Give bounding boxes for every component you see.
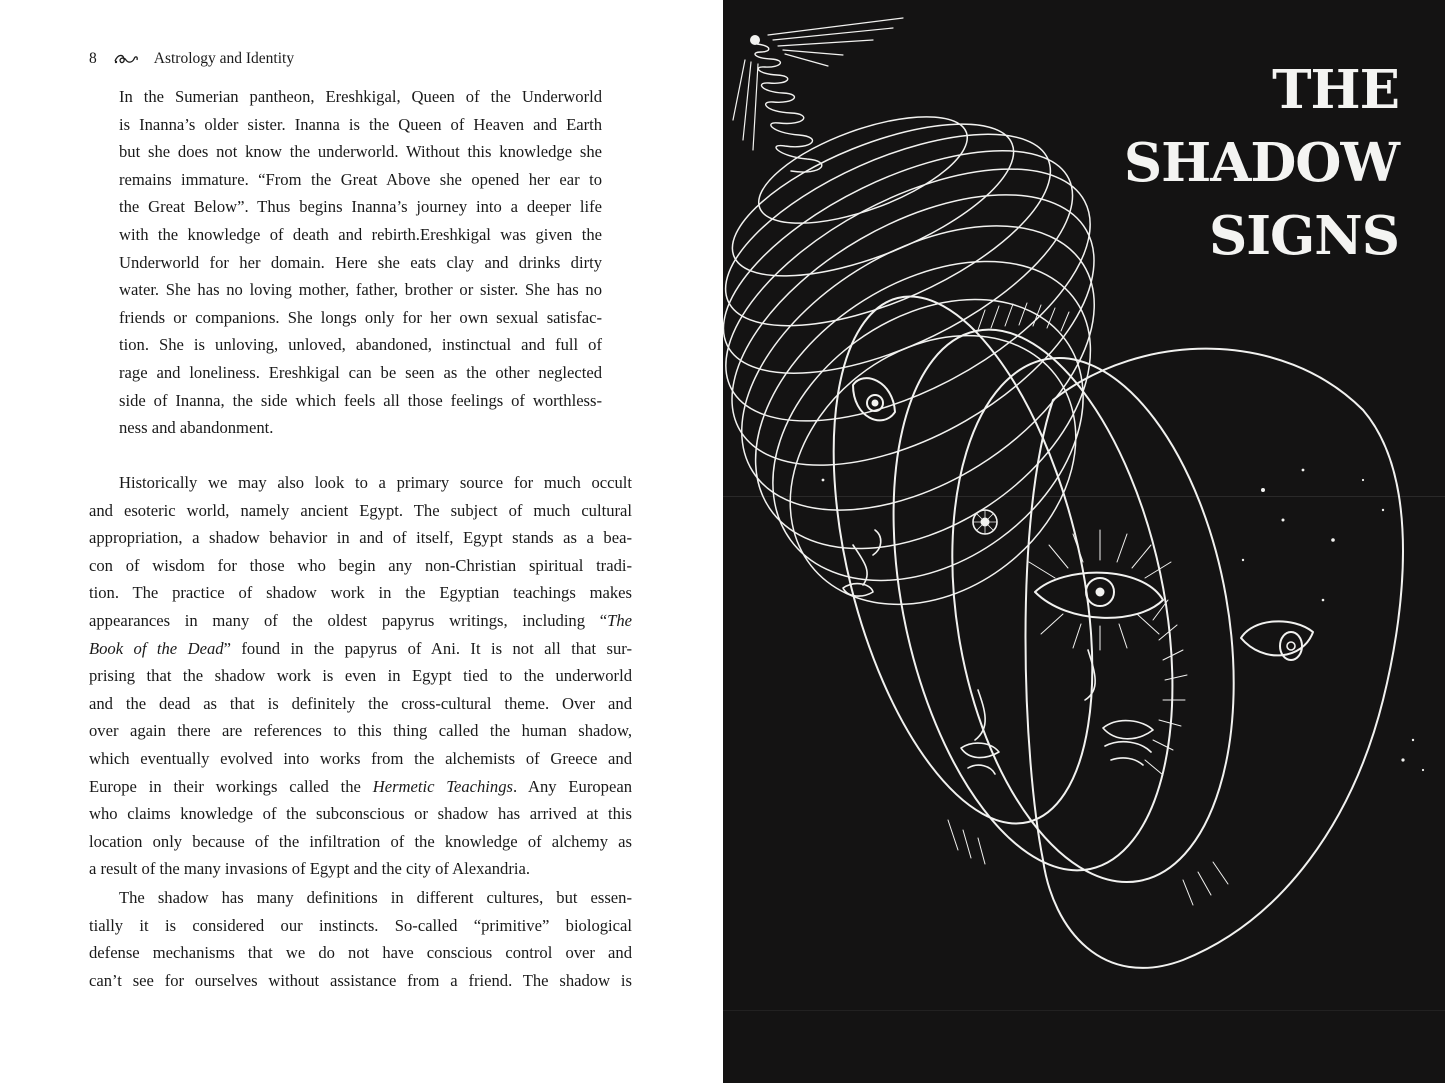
- text-line: rage and loneliness. Ereshkigal can be seen as the other neglected: [119, 362, 602, 382]
- text-line: Underworld for her domain. Here she eats clay and drinks dirty: [119, 252, 602, 272]
- text-line: with the knowledge of death and rebirth.Ereshkigal was given the: [119, 224, 602, 244]
- text-line: The shadow has many definitions in different cultures, but essen-: [119, 888, 632, 907]
- text-line: [89, 635, 632, 663]
- text-run: . Any European: [512, 776, 632, 796]
- text-line: prising that the shadow work is even in Egypt tied to the underworld: [89, 666, 632, 686]
- text-line: remains immature. “From the Great Above she opened her ear to: [119, 169, 602, 189]
- text-line: ness and abandonment.: [119, 418, 274, 438]
- running-head: [89, 50, 294, 68]
- right-page: [723, 0, 1445, 1083]
- text-line: over again there are references to this thing called the human shadow,: [89, 721, 632, 741]
- text-line: appropriation, a shadow behavior in and of itself, Egypt stands as a bea-: [89, 528, 632, 548]
- text-run: ” found in the papyrus of Ani. It is not all that sur-: [223, 638, 632, 658]
- text-line: water. She has no loving mother, father, brother or sister. She has no: [119, 280, 602, 300]
- text-line: [89, 607, 632, 635]
- text-line: the Great Below”. Thus begins Inanna’s journey into a deeper life: [119, 197, 602, 217]
- chapter-title-line: SIGNS: [1208, 205, 1399, 267]
- text-line: tion. The practice of shadow work in the Egyptian teachings makes: [89, 583, 632, 603]
- body-paragraph-shadow: [89, 884, 632, 994]
- lips-and-noses: [843, 530, 1153, 774]
- text-run: Europe in their workings called the: [89, 776, 373, 796]
- face-outlines: [786, 270, 1403, 968]
- text-line: Historically we may also look to a primary source for much occult: [119, 473, 632, 492]
- eye-icon: [1029, 530, 1171, 650]
- eye-icon: [973, 510, 997, 534]
- text-line: and esoteric world, namely ancient Egypt. The subject of much cultural: [89, 500, 632, 520]
- text-line: and the dead as that is definitely the cross-cultural theme. Over and: [89, 693, 632, 713]
- text-line: [89, 773, 632, 801]
- text-line: but she does not know the underworld. Without this knowledge she: [119, 142, 602, 162]
- body-paragraph-egypt: [89, 469, 632, 883]
- page-number: 8: [89, 50, 97, 67]
- text-line: defense mechanisms that we do not have conscious control over and: [89, 943, 632, 963]
- fleuron-ornament-icon: [113, 52, 139, 66]
- italic-title: Hermetic Teachings: [372, 776, 513, 796]
- eye-icon: [1241, 621, 1313, 660]
- text-line: tially it is considered our instincts. So-called “primitive” biological: [89, 915, 632, 935]
- text-run: appearances in many of the oldest papyrus writings, including “: [89, 610, 608, 630]
- text-line: can’t see for ourselves without assistance from a friend. The shadow is: [89, 970, 632, 990]
- running-head-title: Astrology and Identity: [153, 50, 295, 67]
- text-line: friends or companions. She longs only for her own sexual satisfac-: [119, 307, 602, 327]
- block-quote: [119, 83, 602, 442]
- text-line: a result of the many invasions of Egypt and the city of Alexandria.: [89, 859, 531, 879]
- text-line: which eventually evolved into works from the alchemists of Greece and: [89, 748, 632, 768]
- text-line: tion. She is unloving, unloved, abandoned, instinctual and full of: [119, 335, 602, 355]
- text-line: side of Inanna, the side which feels all those feelings of worthless-: [119, 390, 602, 410]
- text-line: con of wisdom for those who begin any non-Christian spiritual tradi-: [89, 555, 632, 575]
- text-line: who claims knowledge of the subconscious or shadow has arrived at this: [89, 804, 632, 824]
- chapter-title-line: SHADOW: [1123, 132, 1399, 194]
- text-line: is Inanna’s older sister. Inanna is the Queen of Heaven and Earth: [119, 114, 602, 134]
- italic-title: The: [607, 610, 632, 630]
- text-line: In the Sumerian pantheon, Ereshkigal, Queen of the Underworld: [119, 87, 602, 106]
- text-line: location only because of the infiltration of the knowledge of alchemy as: [89, 831, 632, 851]
- scribble-loops: [723, 93, 1144, 660]
- italic-title: Book of the Dead: [89, 638, 224, 658]
- speckles: [822, 469, 1425, 772]
- chapter-title-line: THE: [1272, 59, 1399, 121]
- chapter-title: [1124, 54, 1399, 273]
